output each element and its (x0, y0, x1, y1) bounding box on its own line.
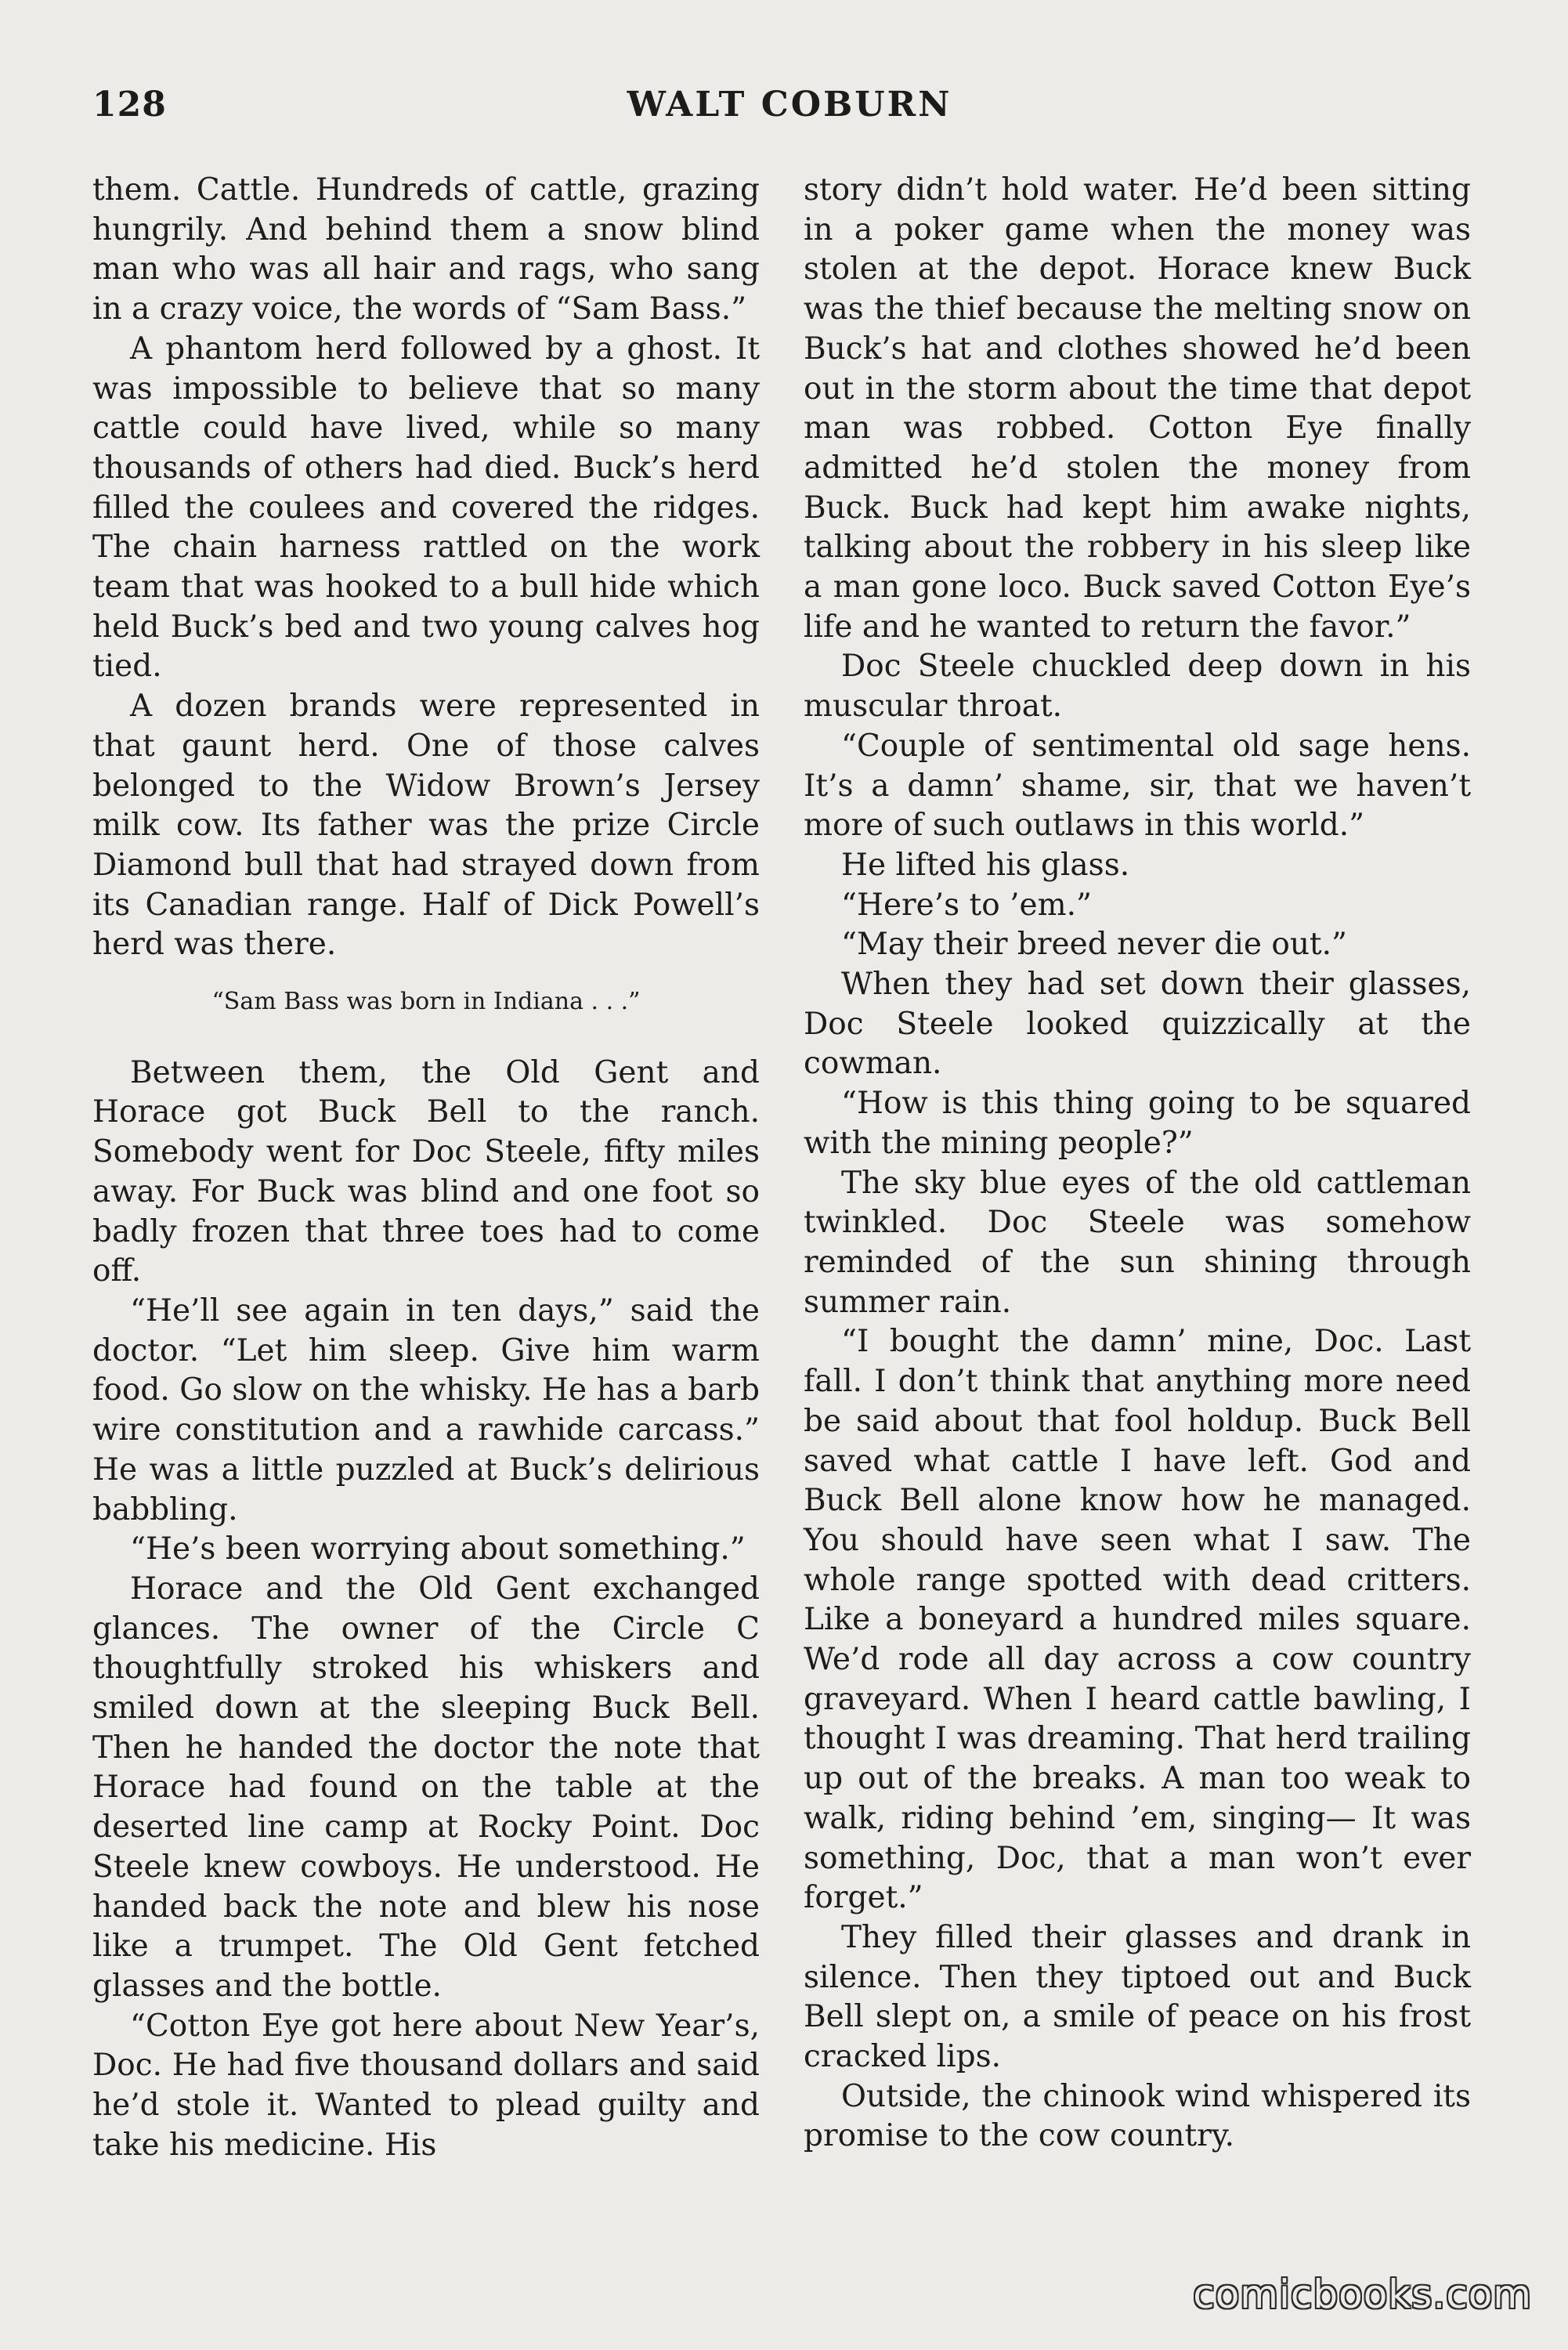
right-column (804, 171, 1471, 2157)
paragraph: When they had set down their glasses, Doc Steele looked quizzically at the cowman. (804, 967, 1471, 1082)
paragraph: “How is this thing going to be squared with the mining people?” (804, 1086, 1471, 1161)
running-head: WALT COBURN (627, 85, 952, 125)
paragraph: “Cotton Eye got here about New Year’s, Doc. He had five thousand dollars and said he’d stole it. Wanted to plead guilty and take his medicine. His (92, 2008, 760, 2163)
paragraph: A dozen brands were represented in that gaunt herd. One of those calves belonged to the Widow Brown’s Jersey milk cow. Its father was the prize Circle Diamond bull that had strayed down from its Canadian range. Half of Dick Powell’s herd was there. (92, 689, 760, 963)
paragraph: “Here’s to ’em.” (841, 887, 1092, 923)
paragraph: He lifted his glass. (841, 847, 1130, 883)
paragraph: Between them, the Old Gent and Horace got Buck Bell to the ranch. Somebody went for Doc Steele, fifty miles away. For Buck was blind and one foot so badly frozen that three toes had to come off. (92, 1054, 760, 1289)
watermark-logo: comicbooks.com (1193, 2272, 1532, 2317)
left-column (92, 171, 760, 2165)
page-header (92, 85, 1487, 132)
paragraph: A phantom herd followed by a ghost. It was impossible to believe that so many cattle could have lived, while so many thousands of others had died. Buck’s herd filled the coulees and covered the ridges. The chain harness rattled on the work team that was hooked to a bull hide which held Buck’s bed and two young calves hog tied. (92, 331, 760, 685)
paragraph: Horace and the Old Gent exchanged glances. The owner of the Circle C thoughtfully stroked his whiskers and smiled down at the sleeping Buck Bell. Then he handed the doctor the note that Horace had found on the table at the deserted line camp at Rocky Point. Doc Steele knew cowboys. He understood. He handed back the note and blew his nose like a trumpet. The Old Gent fetched glasses and the bottle. (92, 1571, 760, 2004)
paragraph: them. Cattle. Hundreds of cattle, grazing hungrily. And behind them a snow blind man who was all hair and rags, who sang in a crazy voice, the words of “Sam Bass.” (92, 172, 760, 327)
paragraph: “Couple of sentimental old sage hens. It’s a damn’ shame, sir, that we haven’t more of such outlaws in this world.” (804, 728, 1471, 844)
paragraph: Outside, the chinook wind whispered its promise to the cow country. (804, 2078, 1471, 2154)
paragraph: They filled their glasses and drank in silence. Then they tiptoed out and Buck Bell slept on, a smile of peace on his frost cracked lips. (804, 1919, 1471, 2075)
paragraph: Doc Steele chuckled deep down in his muscular throat. (804, 649, 1471, 725)
paragraph: story didn’t hold water. He’d been sitting in a poker game when the money was stolen at the depot. Horace knew Buck was the thief because the melting snow on Buck’s hat and clothes showed he’d been out in the storm about the time that depot man was robbed. Cotton Eye finally admitted he’d stolen the money from Buck. Buck had kept him awake nights, talking about the robbery in his sleep like a man gone loco. Buck saved Cotton Eye’s life and he wanted to return the favor.” (804, 172, 1471, 645)
paragraph: “He’ll see again in ten days,” said the doctor. “Let him sleep. Give him warm food. Go slow on the whisky. He has a barb wire constitution and a rawhide carcass.” He was a little puzzled at Buck’s delirious babbling. (92, 1292, 760, 1528)
paragraph: “I bought the damn’ mine, Doc. Last fall. I don’t think that anything more need be said about that fool holdup. Buck Bell saved what cattle I have left. God and Buck Bell alone know how he managed. You should have seen what I saw. The whole range spotted with dead critters. Like a boneyard a hundred miles square. We’d rode all day across a cow country graveyard. When I heard cattle bawling, I thought I was dreaming. That herd trailing up out of the breaks. A man too weak to walk, riding behind ’em, singing— It was something, Doc, that a man won’t ever forget.” (804, 1324, 1471, 1916)
page-number: 128 (92, 85, 167, 125)
paragraph: “May their breed never die out.” (841, 927, 1347, 963)
song-verse: “Sam Bass was born in Indiana . . .” (211, 988, 641, 1016)
paragraph: The sky blue eyes of the old cattleman twinkled. Doc Steele was somehow reminded of the sun shining through summer rain. (804, 1165, 1471, 1320)
paragraph: “He’s been worrying about something.” (130, 1531, 746, 1567)
